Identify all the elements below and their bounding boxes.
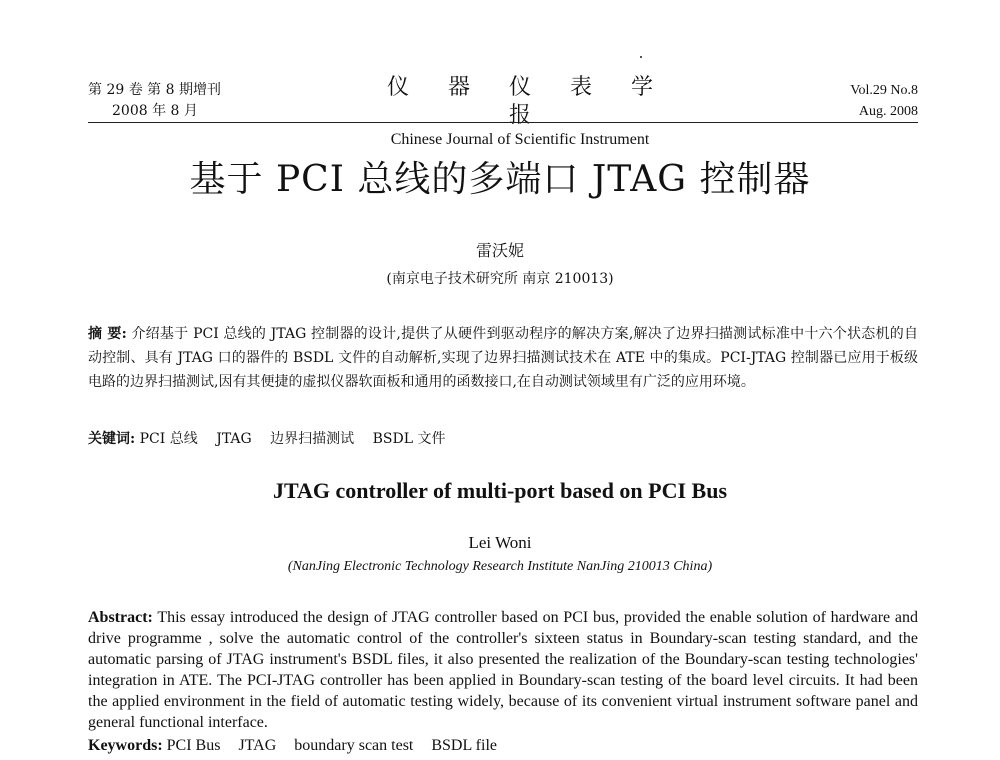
keywords-cn [88,428,459,448]
header-right [850,80,918,122]
keyword-cn: 边界扫描测试 [270,431,355,447]
keywords-label-en: Keywords: [88,737,163,754]
author-en: Lei Woni [468,533,532,552]
volume-issue-cn: 第 29 卷 第 8 期增刊 [88,82,221,98]
keyword-en: JTAG [238,737,277,754]
header-center [360,74,680,150]
volume-issue-en: Vol.29 No.8 [850,83,918,98]
header-rule [88,122,918,123]
abstract-text-en: This essay introduced the design of JTAG controller based on PCI bus, provided the enable solution of hardware and drive programme , solve the automatic control of the controller's sixteen status in Boundary-scan testing standard, and the automatic parsing of JTAG instrument's BSDL files, it also presented the realization of the Boundary-scan testing technologies' integration in ATE. The PCI-JTAG controller has been applied in Boundary-scan testing of the board level circuits. It had been the applied environment in the field of automatic testing widely, because of its convenient virtual instrument software panel and general functional interface. [88,609,918,731]
abstract-en [88,607,918,733]
date-en: Aug. 2008 [858,104,918,119]
keyword-cn: BSDL 文件 [372,431,446,447]
keywords-en [88,737,511,755]
keyword-en: boundary scan test [294,737,414,754]
author-cn: 雷沃妮 [475,241,524,260]
journal-name-cn: 仪 器 仪 表 学 报 [387,75,669,128]
abstract-text-cn: 介绍基于 PCI 总线的 JTAG 控制器的设计,提供了从硬件到驱动程序的解决方案,解决了边界扫描测试标准中十六个状态机的自动控制、具有 JTAG 口的器件的 BSDL 文件的自动解析,实现了边界扫描测试技术在 ATE 中的集成。PCI-JTAG 控制器已应用于板级电路的边界扫描测试,因有其便捷的虚拟仪器软面板和通用的函数接口,在自动测试领域里有广泛的应用环境。 [88,326,918,390]
date-cn: 2008 年 8 月 [112,103,198,119]
header-left [88,80,221,122]
affiliation-cn: (南京电子技术研究所 南京 210013) [386,271,614,287]
keyword-cn: PCI 总线 [139,431,198,447]
abstract-cn [88,322,918,394]
paper-title-cn: 基于 PCI 总线的多端口 JTAG 控制器 [189,159,811,200]
paper-title-en: JTAG controller of multi-port based on PCI Bus [272,478,728,503]
keywords-label-cn: 关键词: [88,431,136,447]
stray-dot [640,56,642,58]
journal-name-en: Chinese Journal of Scientific Instrument [390,131,650,148]
abstract-label-en: Abstract: [88,609,153,626]
keyword-cn: JTAG [216,431,252,447]
keyword-en: BSDL file [431,737,497,754]
abstract-label-cn: 摘 要: [88,326,127,342]
affiliation-en: (NanJing Electronic Technology Research Institute NanJing 210013 China) [287,559,713,574]
keyword-en: PCI Bus [166,737,221,754]
